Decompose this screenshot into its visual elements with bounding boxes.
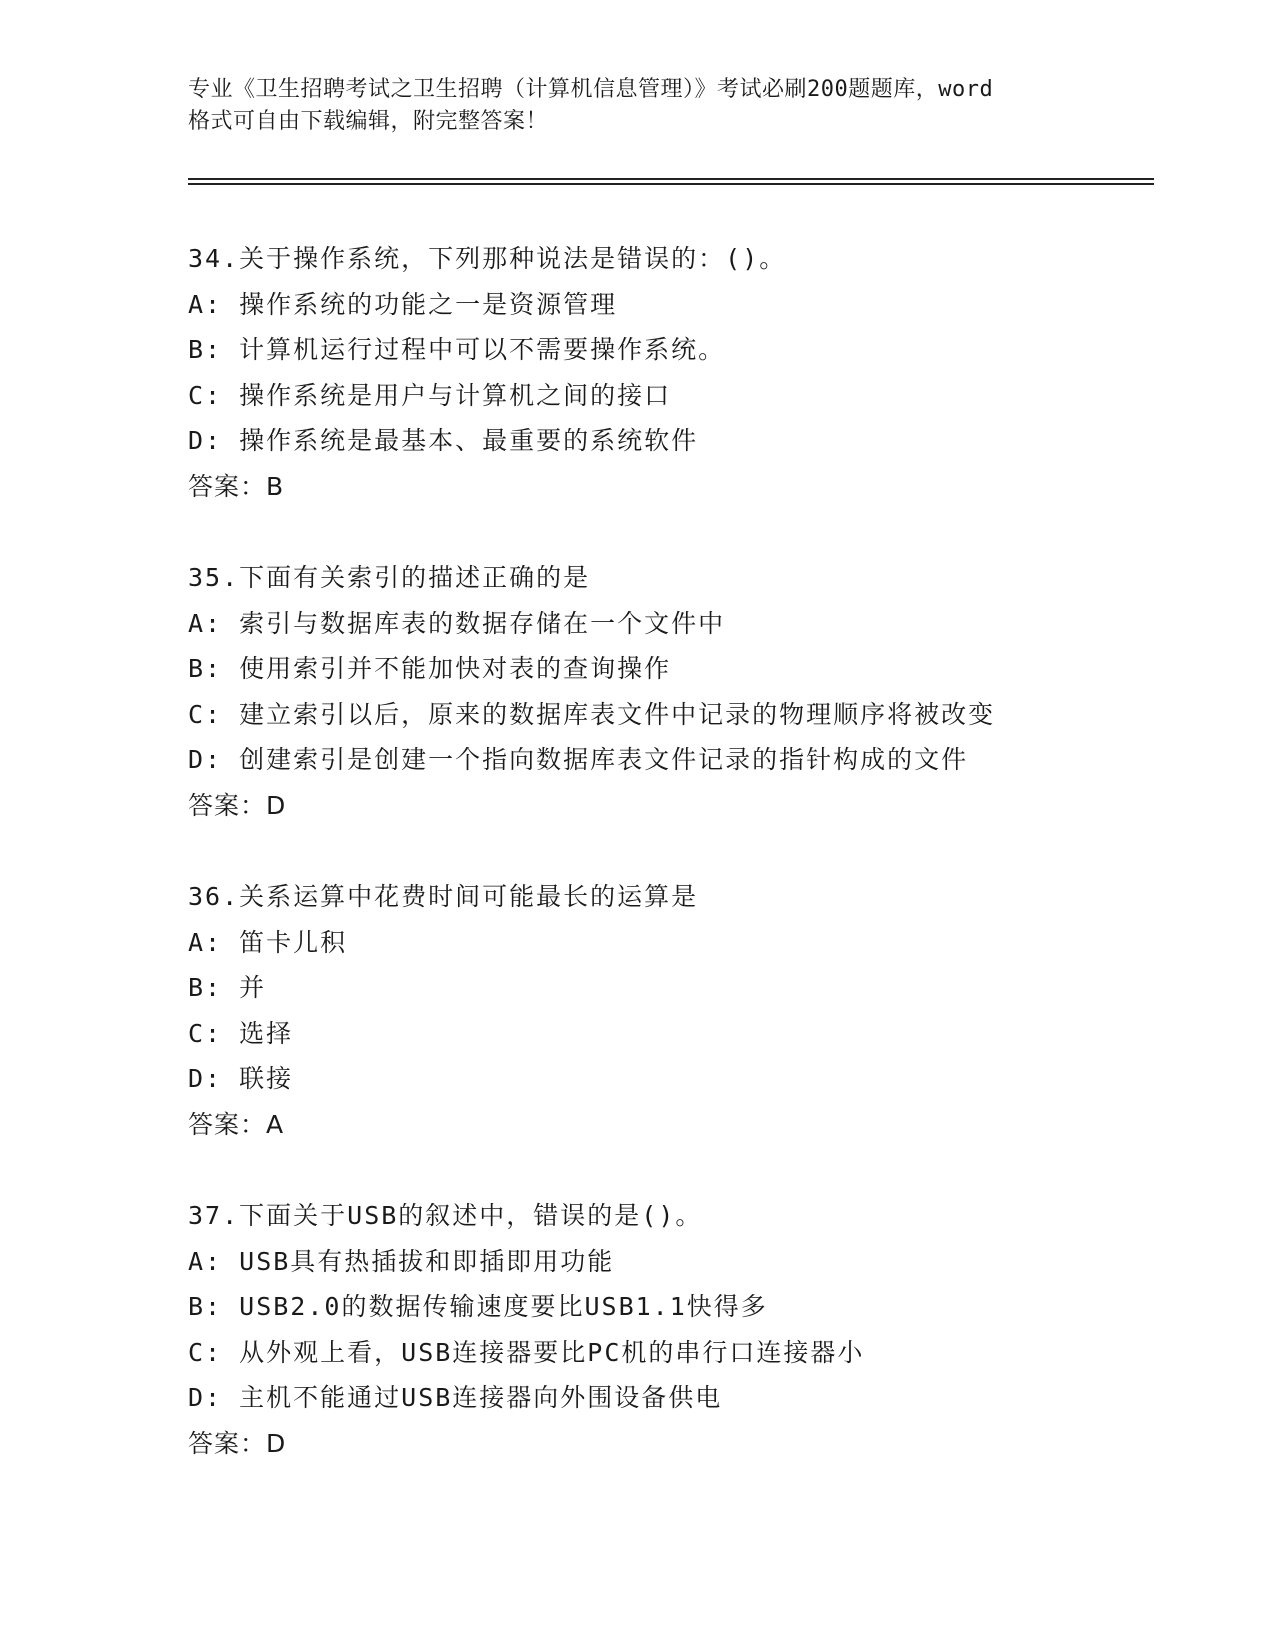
- question-34: [188, 236, 1148, 509]
- option-a: A: 索引与数据库表的数据存储在一个文件中: [188, 608, 726, 638]
- option-c: C: 从外观上看，USB连接器要比PC机的串行口连接器小: [188, 1337, 865, 1367]
- answer: 答案：A: [188, 1109, 285, 1139]
- option-b: B: 并: [188, 973, 267, 1002]
- option-a: A: 操作系统的功能之一是资源管理: [188, 289, 618, 319]
- answer: 答案：D: [188, 1428, 287, 1458]
- option-c: C: 建立索引以后，原来的数据库表文件中记录的物理顺序将被改变: [188, 699, 996, 729]
- option-b: B: 计算机运行过程中可以不需要操作系统。: [188, 335, 726, 364]
- document-header: [188, 74, 1088, 138]
- header-divider-bottom: [188, 183, 1154, 185]
- option-b: B: USB2.0的数据传输速度要比USB1.1快得多: [188, 1292, 768, 1321]
- option-d: D: 联接: [188, 1064, 294, 1093]
- option-d: D: 创建索引是创建一个指向数据库表文件记录的指针构成的文件: [188, 745, 969, 774]
- header-divider-top: [188, 178, 1154, 180]
- question-stem: 37.下面关于USB的叙述中，错误的是()。: [188, 1201, 703, 1230]
- question-stem: 36.关系运算中花费时间可能最长的运算是: [188, 882, 699, 911]
- option-a: A: 笛卡儿积: [188, 927, 348, 957]
- question-37: [188, 1193, 1148, 1466]
- header-line-1: 专业《卫生招聘考试之卫生招聘（计算机信息管理）》考试必刷200题题库，word: [188, 77, 994, 102]
- header-line-2: 格式可自由下载编辑，附完整答案！: [188, 109, 549, 134]
- question-stem: 35.下面有关索引的描述正确的是: [188, 563, 591, 592]
- question-36: [188, 874, 1148, 1147]
- option-d: D: 主机不能通过USB连接器向外围设备供电: [188, 1383, 723, 1412]
- answer: 答案：B: [188, 471, 285, 501]
- question-35: [188, 555, 1148, 828]
- option-d: D: 操作系统是最基本、最重要的系统软件: [188, 426, 699, 455]
- option-c: C: 选择: [188, 1018, 294, 1048]
- option-b: B: 使用索引并不能加快对表的查询操作: [188, 654, 672, 683]
- question-list: [188, 236, 1148, 1512]
- option-a: A: USB具有热插拔和即插即用功能: [188, 1246, 615, 1276]
- option-c: C: 操作系统是用户与计算机之间的接口: [188, 380, 672, 410]
- question-stem: 34.关于操作系统，下列那种说法是错误的：()。: [188, 244, 787, 273]
- answer: 答案：D: [188, 790, 287, 820]
